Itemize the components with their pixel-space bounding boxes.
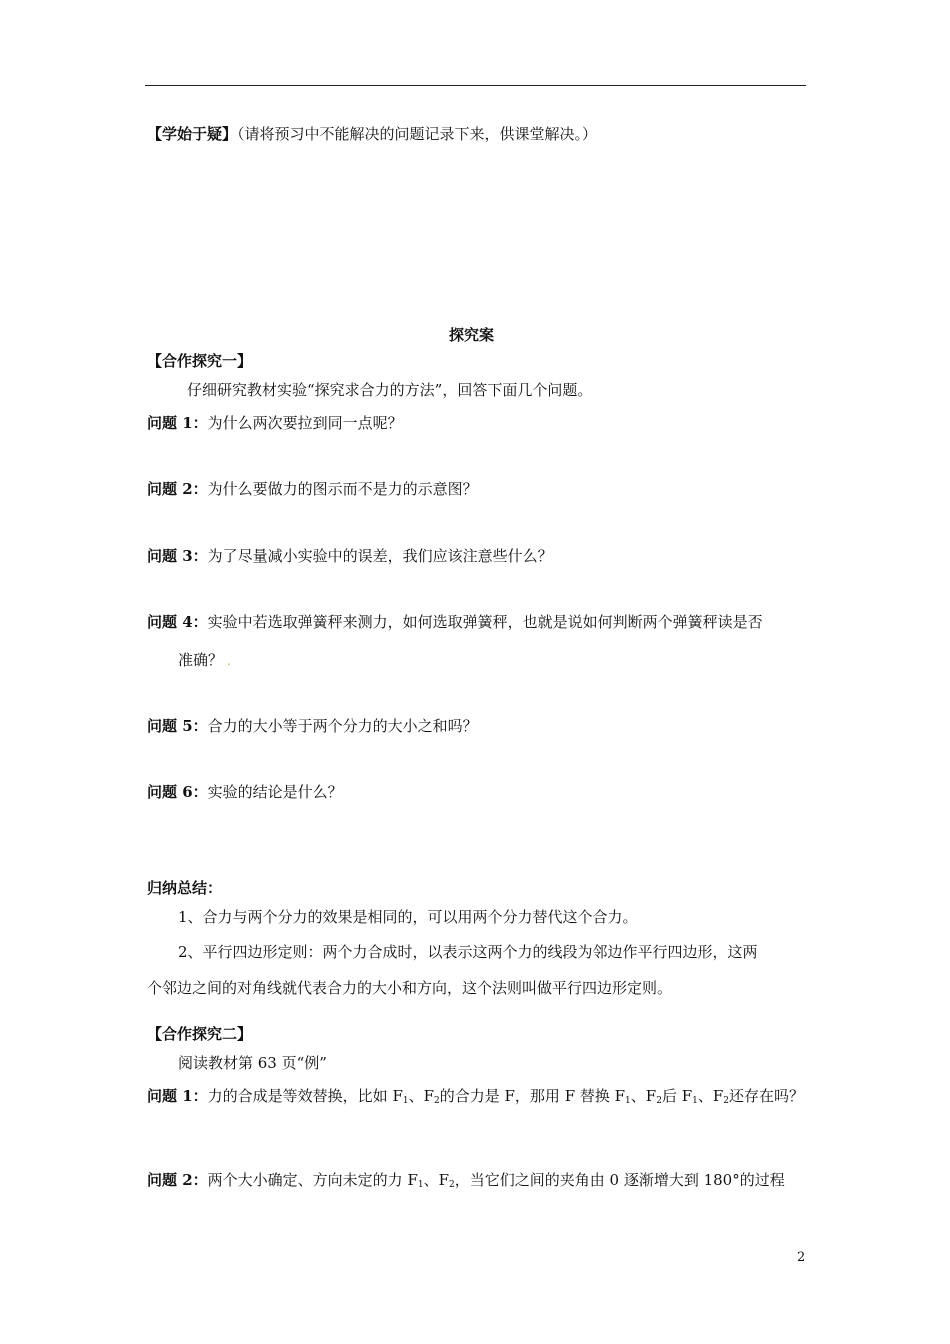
coop2-question-2: 问题 2：两个大小确定、方向未定的力 $F_1$、$F_2$，当它们之间的夹角由 0 逐渐增大到 180°的过程 — [147, 1171, 785, 1190]
question-2 — [147, 479, 478, 499]
question-text: 实验的结论是什么？ — [207, 783, 343, 801]
question-label: 问题 3： — [147, 547, 208, 565]
summary-item-2-line1: 2、平行四边形定则：两个力合成时，以表示这两个力的线段为邻边作平行四边形，这两 — [178, 943, 758, 961]
summary-item-1: 1、合力与两个分力的效果是相同的，可以用两个分力替代这个合力。 — [178, 908, 638, 926]
question-text: 合力的大小等于两个分力的大小之和吗？ — [207, 717, 478, 735]
question-label: 问题 6： — [147, 783, 208, 801]
question-text: 为什么要做力的图示而不是力的示意图？ — [207, 480, 478, 498]
summary-item-2-line2: 个邻边之间的对角线就代表合力的大小和方向，这个法则叫做平行四边形定则。 — [147, 979, 673, 997]
coop2-heading: 【合作探究二】 — [147, 1025, 253, 1043]
question-6 — [147, 782, 343, 802]
page-number: 2 — [797, 1250, 806, 1265]
question-4 — [147, 612, 763, 632]
xueshiyuyi-text: （请将预习中不能解决的问题记录下来，供课堂解决。） — [237, 125, 598, 143]
question-text: 实验中若选取弹簧秤来测力，如何选取弹簧秤，也就是说如何判断两个弹簧秤读是否 — [207, 613, 763, 631]
header-rule — [145, 85, 806, 86]
question-label: 问题 5： — [147, 717, 208, 735]
question-text: 为什么两次要拉到同一点呢？ — [207, 414, 403, 432]
question-3 — [147, 546, 553, 566]
question-text: 为了尽量减小实验中的误差，我们应该注意些什么？ — [207, 547, 553, 565]
coop1-intro: 仔细研究教材实验“探究求合力的方法”，回答下面几个问题。 — [187, 381, 593, 399]
question-4-continuation: 准确？ . — [178, 651, 231, 669]
question-5 — [147, 716, 478, 736]
coop2-intro: 阅读教材第 63 页“例” — [178, 1054, 327, 1072]
section-title: 探究案 — [449, 326, 495, 344]
coop1-heading: 【合作探究一】 — [147, 352, 253, 370]
question-label: 问题 4： — [147, 613, 208, 631]
stray-mark: . — [223, 654, 231, 668]
question-1 — [147, 413, 403, 433]
xueshiyuyi-label: 【学始于疑】 — [147, 125, 238, 143]
coop2-question-1: 问题 1：力的合成是等效替换，比如 $F_1$、$F_2$的合力是 F，那用 F 替换 $F_1$、$F_2$后 $F_1$、$F_2$还存在吗？ — [147, 1087, 805, 1106]
question-label: 问题 2： — [147, 480, 208, 498]
question-label: 问题 1： — [147, 414, 208, 432]
question-label: 问题 2： — [147, 1171, 208, 1189]
question-label: 问题 1： — [147, 1087, 208, 1105]
xueshiyuyi-line — [147, 124, 597, 144]
summary-heading: 归纳总结： — [147, 879, 223, 897]
